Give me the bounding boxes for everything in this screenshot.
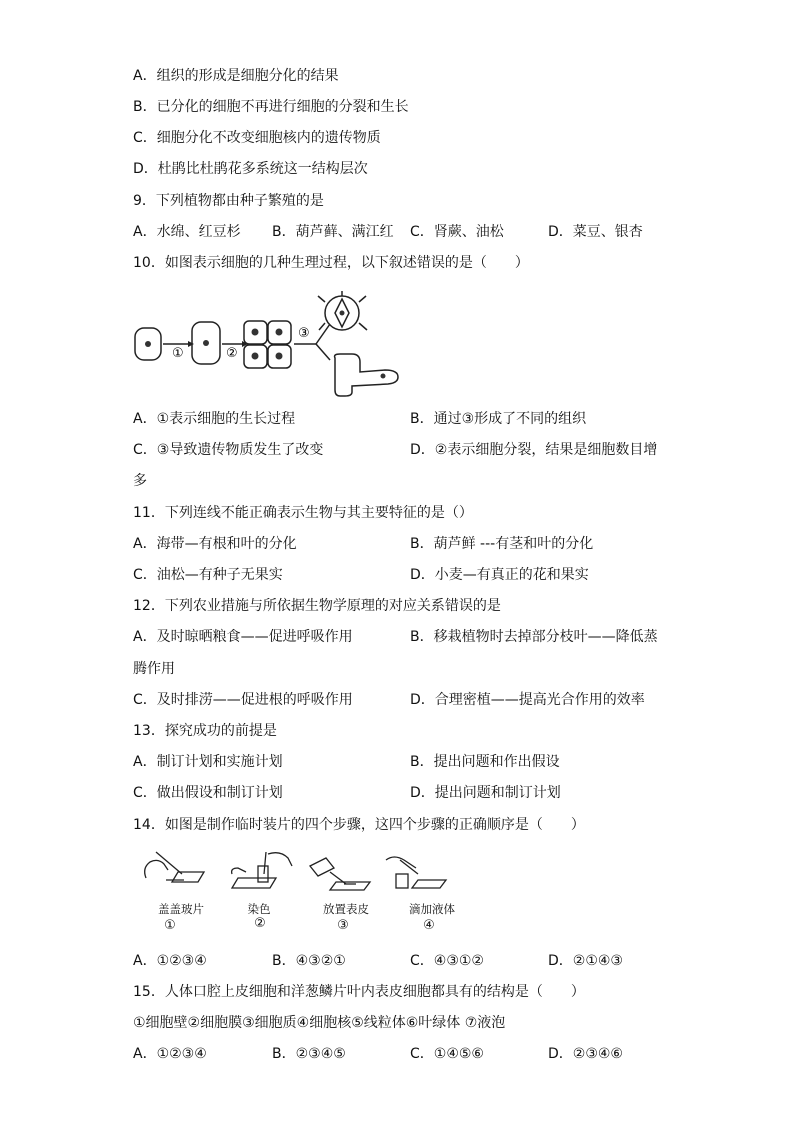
q14-option-d: D．②①④③ [548,953,623,969]
q15-option-a: A．①②③④ [133,1046,207,1062]
q9-option-b: B．葫芦藓、满江红 [272,224,394,240]
q15-option-c: C．①④⑤⑥ [410,1046,484,1062]
q15-option-b: B．②③④⑤ [272,1046,346,1062]
q14-option-c: C．④③①② [410,953,484,969]
q9-option-c: C．肾蕨、油松 [410,224,504,240]
q12-option-b: B．移栽植物时去掉部分枝叶——降低蒸 [410,629,658,645]
q11-option-c: C．油松—有种子无果实 [133,567,283,583]
q14-step1-caption: 盖盖玻片 [158,902,204,916]
q13-option-d: D．提出问题和制订计划 [410,785,561,801]
q15-option-d: D．②③④⑥ [548,1046,623,1062]
q14-step3-caption: 放置表皮 [323,902,369,916]
q14-step4-caption: 滴加液体 [409,902,455,916]
q14-step1-number: ① [164,918,176,933]
q14-stem: 14．如图是制作临时装片的四个步骤，这四个步骤的正确顺序是（ ） [133,817,585,833]
q10-option-a: A．①表示细胞的生长过程 [133,411,296,427]
q10-option-d-continued: 多 [133,473,147,489]
q8-option-b: B．已分化的细胞不再进行细胞的分裂和生长 [133,99,409,115]
q14-step2-staining-figure [228,848,298,893]
q9-stem: 9．下列植物都由种子繁殖的是 [133,193,324,209]
q10-fig-label-2: ② [226,346,238,361]
q12-option-c: C．及时排涝——促进根的呼吸作用 [133,692,353,708]
q15-stem: 15．人体口腔上皮细胞和洋葱鳞片叶内表皮细胞都具有的结构是（ ） [133,984,585,1000]
q8-option-d: D．杜鹃比杜鹃花多系统这一结构层次 [133,161,368,177]
q14-step1-cover-slip-figure [138,848,208,893]
q10-option-d: D．②表示细胞分裂，结果是细胞数目增 [410,442,658,458]
q14-step2-number: ② [254,916,266,931]
q15-items: ①细胞壁②细胞膜③细胞质④细胞核⑤线粒体⑥叶绿体 ⑦液泡 [133,1015,506,1031]
q10-fig-label-3: ③ [298,326,310,341]
q12-option-b-continued: 腾作用 [133,661,175,677]
q14-step4-adding-liquid-figure [382,852,452,894]
q10-fig-label-1: ① [172,346,184,361]
q13-option-b: B．提出问题和作出假设 [410,754,560,770]
q12-stem: 12．下列农业措施与所依据生物学原理的对应关系错误的是 [133,598,501,614]
q8-option-a: A．组织的形成是细胞分化的结果 [133,68,339,84]
q14-option-a: A．①②③④ [133,953,207,969]
q11-option-a: A．海带—有根和叶的分化 [133,536,297,552]
q9-option-d: D．菜豆、银杏 [548,224,643,240]
q10-option-c: C．③导致遗传物质发生了改变 [133,442,324,458]
q11-option-d: D．小麦—有真正的花和果实 [410,567,589,583]
q14-step2-caption: 染色 [247,902,271,916]
q8-option-c: C．细胞分化不改变细胞核内的遗传物质 [133,130,381,146]
q11-option-b: B．葫芦鲜 ---有茎和叶的分化 [410,536,594,552]
q14-step3-number: ③ [337,918,349,933]
q9-option-a: A．水绵、红豆杉 [133,224,241,240]
q13-option-a: A．制订计划和实施计划 [133,754,283,770]
q12-option-d: D．合理密植——提高光合作用的效率 [410,692,645,708]
q12-option-a: A．及时晾晒粮食——促进呼吸作用 [133,629,353,645]
q10-cell-process-figure [130,290,410,400]
q14-step4-number: ④ [423,918,435,933]
q11-stem: 11．下列连线不能正确表示生物与其主要特征的是（） [133,505,473,521]
q13-option-c: C．做出假设和制订计划 [133,785,283,801]
q13-stem: 13．探究成功的前提是 [133,723,277,739]
q10-option-b: B．通过③形成了不同的组织 [410,411,587,427]
q14-option-b: B．④③②① [272,953,346,969]
q10-stem: 10．如图表示细胞的几种生理过程，以下叙述错误的是（ ） [133,255,529,271]
q14-step3-placing-epidermis-figure [306,852,376,894]
